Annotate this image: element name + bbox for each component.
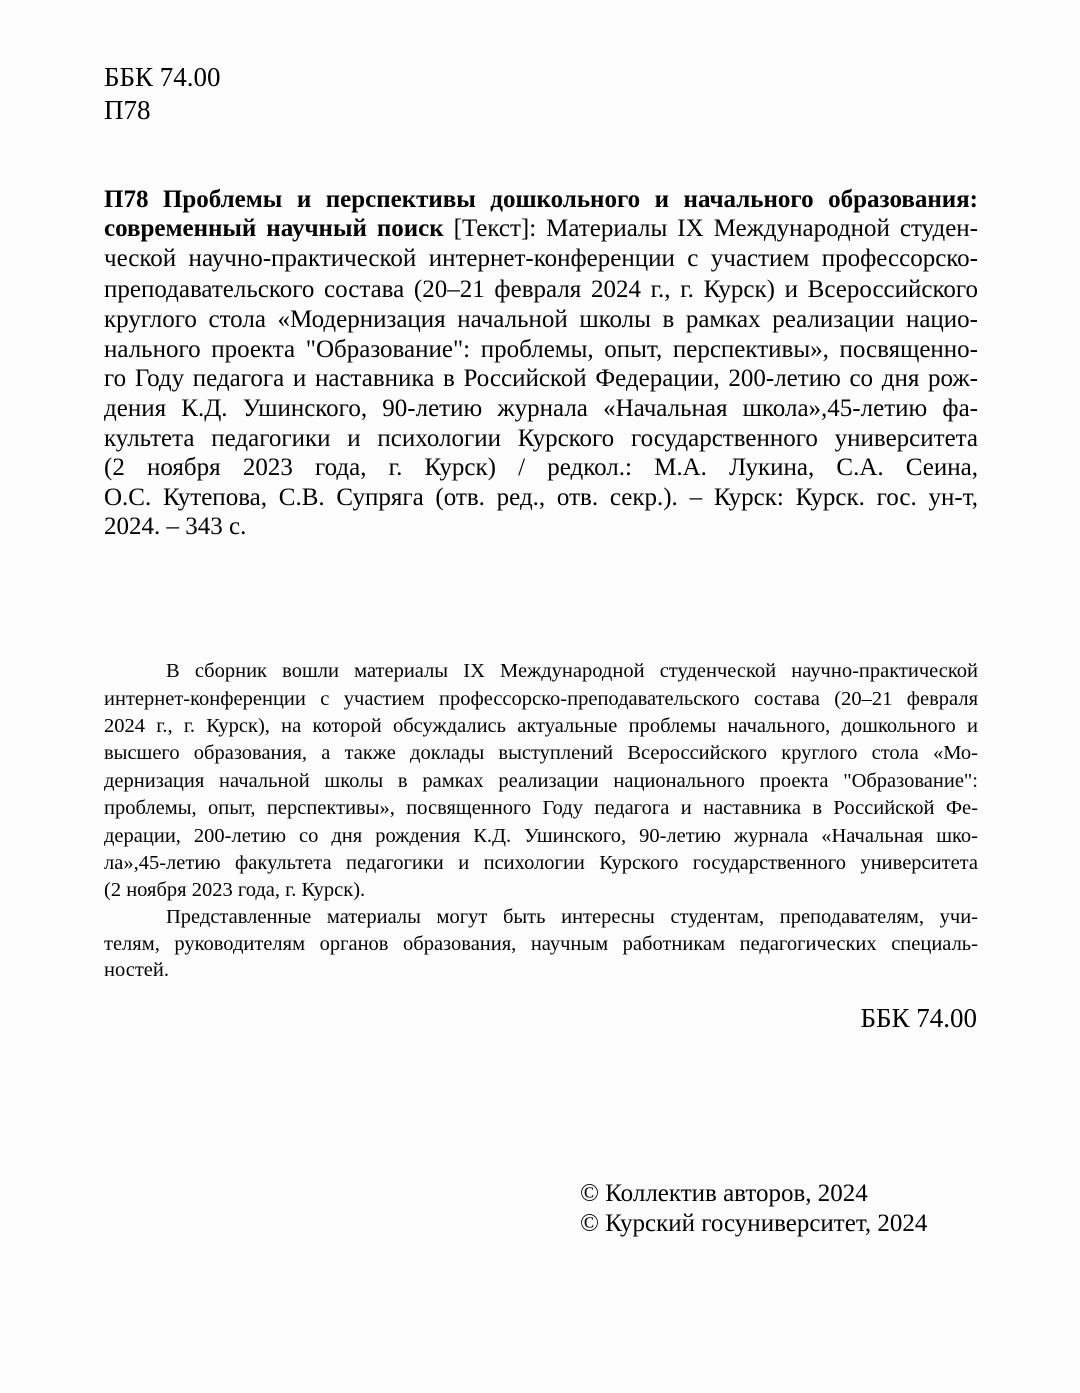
citation-line: нального проекта "Образование": проблемы, опыт, перспективы», посвященно- — [104, 336, 978, 363]
citation-line: круглого стола «Модернизация начальной школы в рамках реализации нацио- — [104, 306, 978, 333]
citation-title-bold: П78 Проблемы и перспективы дошкольного и начального образования: — [104, 186, 978, 213]
annotation-line: В сборник вошли материалы IX Международной студенческой научно-практической — [166, 660, 978, 682]
citation-line: ческой научно-практической интернет-конференции с участием профессорско- — [104, 245, 978, 272]
author-mark: П78 — [104, 95, 151, 125]
bbk-index-bottom: ББК 74.00 — [860, 1003, 977, 1033]
annotation-line: 2024 г., г. Курск), на которой обсуждались актуальные проблемы начального, дошкольного и — [104, 715, 978, 737]
annotation-line: интернет-конференции с участием профессорско-преподавательского состава (20–21 февраля — [104, 688, 978, 710]
annotation-line: проблемы, опыт, перспективы», посвященного Году педагога и наставника в Российской Фе- — [104, 797, 978, 819]
citation-line: культета педагогики и психологии Курского государственного университета — [104, 425, 978, 452]
annotation-line: телям, руководителям органов образования, научным работникам педагогических специаль- — [104, 933, 978, 955]
citation-line: (2 ноября 2023 года, г. Курск) / редкол.: М.А. Лукина, С.А. Сеина, — [104, 454, 978, 481]
annotation-line: ла»,45-летию факультета педагогики и психологии Курского государственного университета — [104, 852, 978, 874]
citation-last-line: 2024. – 343 с. — [104, 513, 247, 540]
bbk-index: ББК 74.00 — [104, 62, 221, 92]
annotation-line: дернизация начальной школы в рамках реализации национального проекта "Образование": — [104, 770, 978, 792]
annotation-last-line: (2 ноября 2023 года, г. Курск). — [104, 879, 366, 901]
citation-subtitle-bold: современный научный поиск — [104, 215, 444, 242]
copyright-university: © Курский госуниверситет, 2024 — [580, 1210, 928, 1237]
citation-line: преподавательского состава (20–21 февраля 2024 г., г. Курск) и Всероссийского — [104, 276, 978, 303]
annotation-line: Представленные материалы могут быть интересны студентам, преподавателям, учи- — [166, 906, 978, 928]
copyright-authors: © Коллектив авторов, 2024 — [580, 1180, 868, 1207]
annotation-line: высшего образования, а также доклады выступлений Всероссийского круглого стола «Мо- — [104, 742, 978, 764]
citation-line: го Году педагога и наставника в Российской Федерации, 200-летию со дня рож- — [104, 365, 978, 392]
citation-line-2 — [104, 216, 978, 241]
annotation-last-line: ностей. — [104, 959, 169, 981]
citation-line-2-rest: [Текст]: Материалы IX Международной студен- — [443, 215, 978, 242]
annotation-line: дерации, 200-летию со дня рождения К.Д. Ушинского, 90-летию журнала «Начальная шко- — [104, 825, 978, 847]
citation-line: дения К.Д. Ушинского, 90-летию журнала «Начальная школа»,45-летию фа- — [104, 395, 978, 422]
citation-title-line — [104, 187, 978, 212]
citation-line: О.С. Кутепова, С.В. Супряга (отв. ред., отв. секр.). – Курск: Курск. гос. ун-т, — [104, 484, 978, 511]
